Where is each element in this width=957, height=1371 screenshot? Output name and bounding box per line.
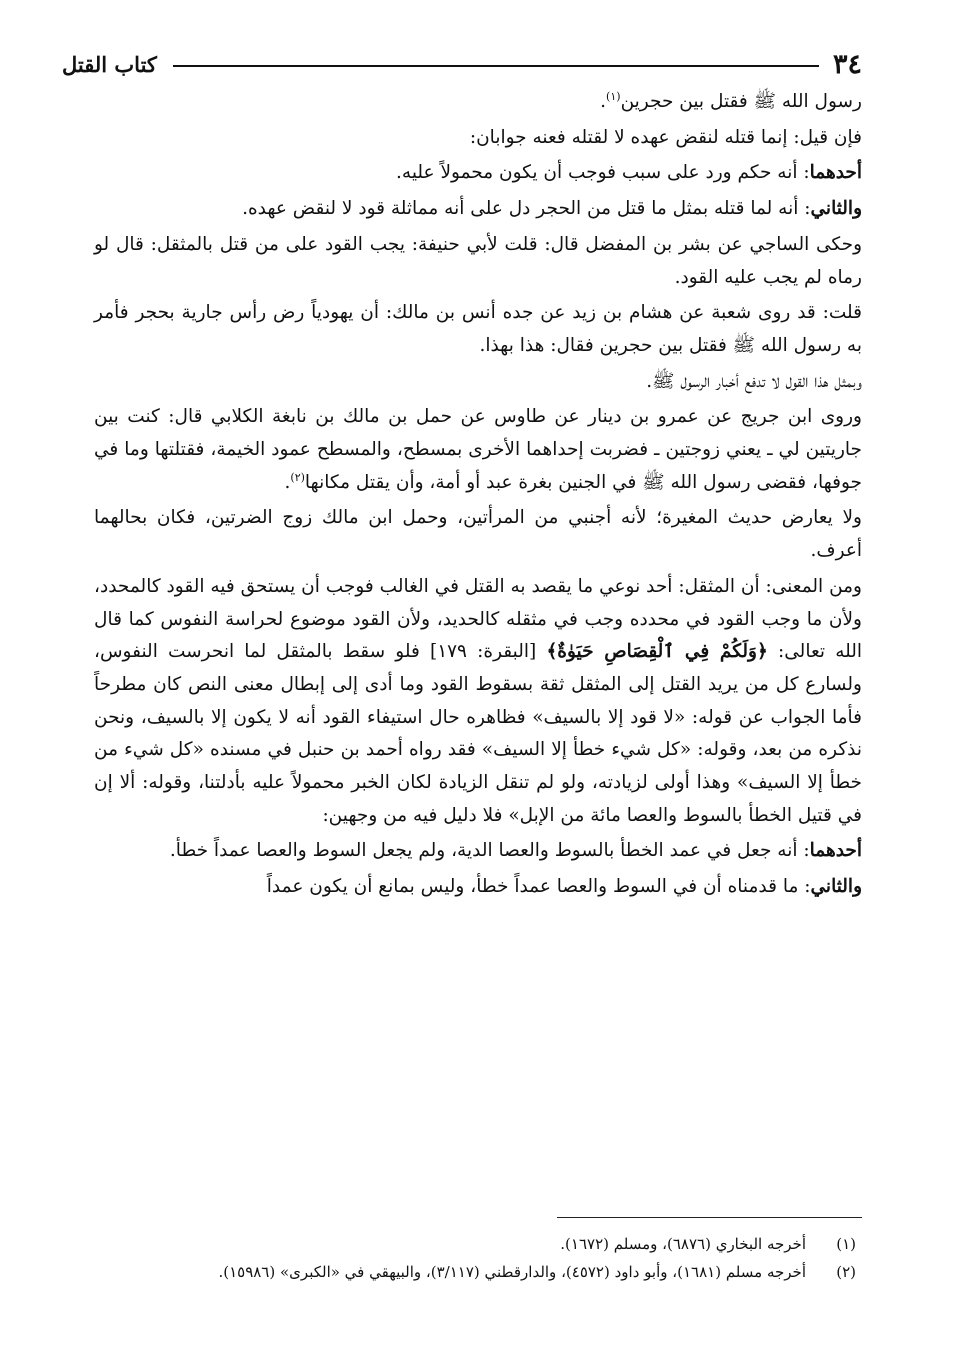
footnote-number: (١) <box>836 1235 856 1253</box>
footnote-number: (٢) <box>836 1263 856 1281</box>
paragraph <box>94 835 862 868</box>
running-header <box>62 44 862 84</box>
paragraph-text: . <box>284 471 291 493</box>
paragraph <box>94 157 862 190</box>
footnote-text: أخرجه البخاري (٦٨٧٦)، ومسلم (١٦٧٢). <box>560 1235 806 1253</box>
paragraph-text: وبمثل هذا القول لا تدفع أخبار الرسول ﷺ. <box>646 370 862 392</box>
footnote-separator <box>557 1217 862 1218</box>
paragraph <box>94 229 862 294</box>
paragraph-lead: أحدهما <box>809 162 862 184</box>
paragraph <box>94 366 862 399</box>
paragraph-lead: والثاني <box>810 198 862 220</box>
footnote <box>94 1258 862 1286</box>
paragraph <box>94 193 862 226</box>
paragraph-text: وحكى الساجي عن بشر بن المفضل قال: قلت لأبي حنيفة: يجب القود على من قتل بالمثقل: قال لو رماه لم يجب عليه القود. <box>94 233 862 288</box>
paragraph-text: : أنه حكم ورد على سبب فوجب أن يكون محمولاً عليه. <box>396 162 810 184</box>
paragraph-lead: أحدهما <box>809 840 862 862</box>
paragraph <box>94 571 862 833</box>
main-text <box>94 86 862 907</box>
quran-verse: ﴿وَلَكُمْ فِي ٱلْقِصَاصِ حَيَوٰةٌ﴾ <box>546 641 768 663</box>
page-number: ٣٤ <box>832 48 862 80</box>
footnote-ref: (١) <box>606 89 621 103</box>
paragraph <box>94 871 862 904</box>
header-rule <box>173 65 819 67</box>
paragraph <box>94 297 862 362</box>
paragraph <box>94 502 862 567</box>
paragraph-text: : أنه لما قتله بمثل ما قتل من الحجر دل على أنه مماثلة قود لا لنقض عهده. <box>242 198 811 220</box>
paragraph-text: وروى ابن جريج عن عمرو بن دينار عن طاوس عن حمل بن مالك بن نابغة الكلابي قال: كنت بين جاريتين لي ـ يعني زوجتين ـ فضربت إحداهما الأخرى بمسطح، والمسطح عمود الخيمة، فقتلتها وما في جوفها، فقضى رسول الله ﷺ في الجنين بغرة عبد أو أمة، وأن يقتل مكانها <box>94 406 862 493</box>
paragraph-text: : ما قدمناه أن في السوط والعصا عمداً خطأ، وليس بمانع أن يكون عمداً <box>266 876 811 898</box>
footnote-text: أخرجه مسلم (١٦٨١)، وأبو داود (٤٥٧٢)، والدارقطني (٣/١١٧)، والبيهقي في «الكبرى» (١٥٩٨٦). <box>218 1263 806 1281</box>
paragraph <box>94 401 862 499</box>
footnote <box>94 1230 862 1258</box>
paragraph-text: [البقرة: ١٧٩] فلو سقط بالمثقل لما انحرست النفوس، ولسارع كل من يريد القتل إلى المثقل ثقة بسقوط القود وما أدى إلى إبطال معنى النص كان مطرحاً فأما الجواب عن قوله: «لا قود إلا بالسيف» فظاهره حال استيفاء القود أنه لا يكون إلا بالسيف، ونحن نذكره من بعد، وقوله: «كل شيء خطأ إلا السيف» فقد رواه أحمد بن حنبل في مسنده «كل شيء من خطأ إلا السيف» وهذا أولى لزيادته، ولو لم تنقل الزيادة لكان الخبر محمولاً عليه بأدلتنا، وقوله: ألا إن في قتيل الخطأ بالسوط والعصا مائة من الإبل» فلا دليل فيه من وجهين: <box>94 641 862 826</box>
paragraph-text: فإن قيل: إنما قتله لنقض عهده لا لقتله فعنه جوابان: <box>469 126 862 148</box>
footnotes <box>94 1230 862 1286</box>
paragraph-lead: والثاني <box>810 876 862 898</box>
paragraph-text: ومن المعنى: أن المثقل: أحد نوعي ما يقصد به القتل في الغالب فوجب أن يستحق فيه القود كالمحدد، ولأن ما وجب القود في محدده وجب في مثقله كالحديد، ولأن القود موضوع لحراسة النفوس كما قال الله تعالى: <box>94 575 863 663</box>
paragraph-text: : أنه جعل في عمد الخطأ بالسوط والعصا الدية، ولم يجعل السوط والعصا عمداً خطأ. <box>169 840 810 862</box>
footnote-ref: (٢) <box>290 470 305 484</box>
paragraph-text: . <box>600 91 607 112</box>
paragraph-text: ولا يعارض حديث المغيرة؛ لأنه أجنبي من المرأتين، وحمل ابن مالك زوج الضرتين، فكان بحالهما أعرف. <box>94 507 862 562</box>
book-title: كتاب القتل <box>62 51 157 77</box>
paragraph <box>94 122 862 155</box>
paragraph-text: رسول الله ﷺ فقتل بين حجرين <box>620 91 862 112</box>
paragraph <box>94 86 862 119</box>
paragraph-text: قلت: قد روى شعبة عن هشام بن زيد عن جده أنس بن مالك: أن يهودياً رض رأس جارية بحجر فأمر به رسول الله ﷺ فقتل بين حجرين فقال: هذا بهذا. <box>94 302 862 356</box>
